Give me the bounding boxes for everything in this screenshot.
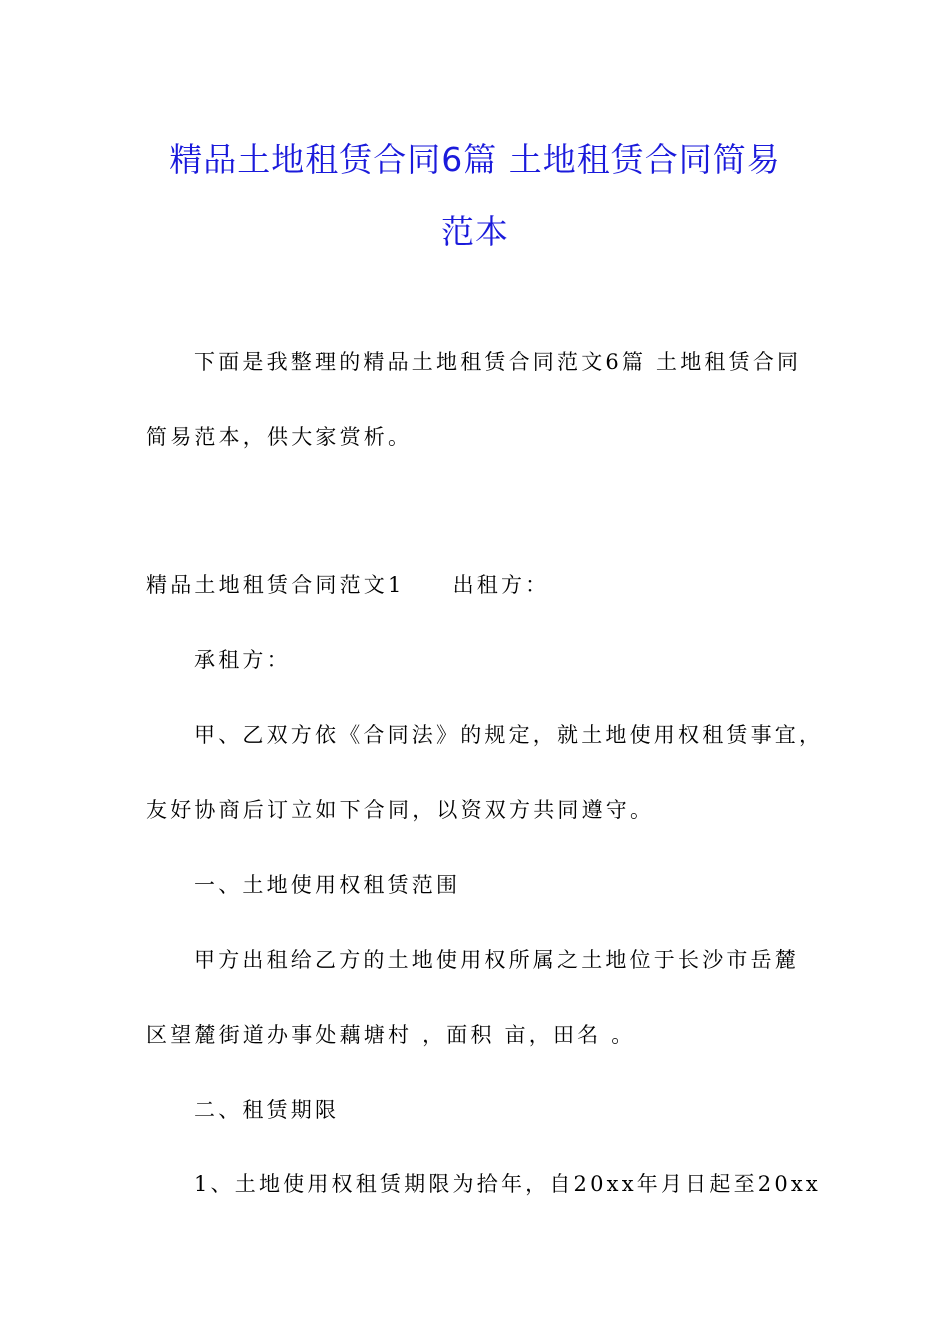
- section-heading-row: [146, 569, 549, 599]
- lessee-label: 承租方：: [194, 648, 291, 672]
- clause-1-line-1: 甲方出租给乙方的土地使用权所属之土地位于长沙市岳麓: [194, 948, 799, 972]
- intro-paragraph-line-2: 简易范本，供大家赏析。: [146, 425, 413, 449]
- lessor-label: 出租方：: [452, 573, 550, 597]
- paragraph-1-line-2: 友好协商后订立如下合同，以资双方共同遵守。: [146, 798, 655, 822]
- clause-1-heading: 一、土地使用权租赁范围: [194, 873, 461, 897]
- paragraph-1-line-1: 甲、乙双方依《合同法》的规定，就土地使用权租赁事宜，: [194, 723, 824, 747]
- document-title-line-1: 精品土地租赁合同6篇 土地租赁合同简易: [169, 140, 781, 179]
- clause-2-item-1: 1、土地使用权租赁期限为拾年，自20xx年月日起至20xx: [194, 1172, 821, 1196]
- document-title-line-2: 范本: [441, 212, 509, 251]
- clause-1-line-2: 区望麓街道办事处藕塘村 ，面积 亩，田名 。: [146, 1023, 636, 1047]
- clause-2-heading: 二、租赁期限: [194, 1098, 340, 1122]
- section-heading: 精品土地租赁合同范文1: [146, 573, 405, 597]
- intro-paragraph-line-1: 下面是我整理的精品土地租赁合同范文6篇 土地租赁合同: [194, 350, 802, 374]
